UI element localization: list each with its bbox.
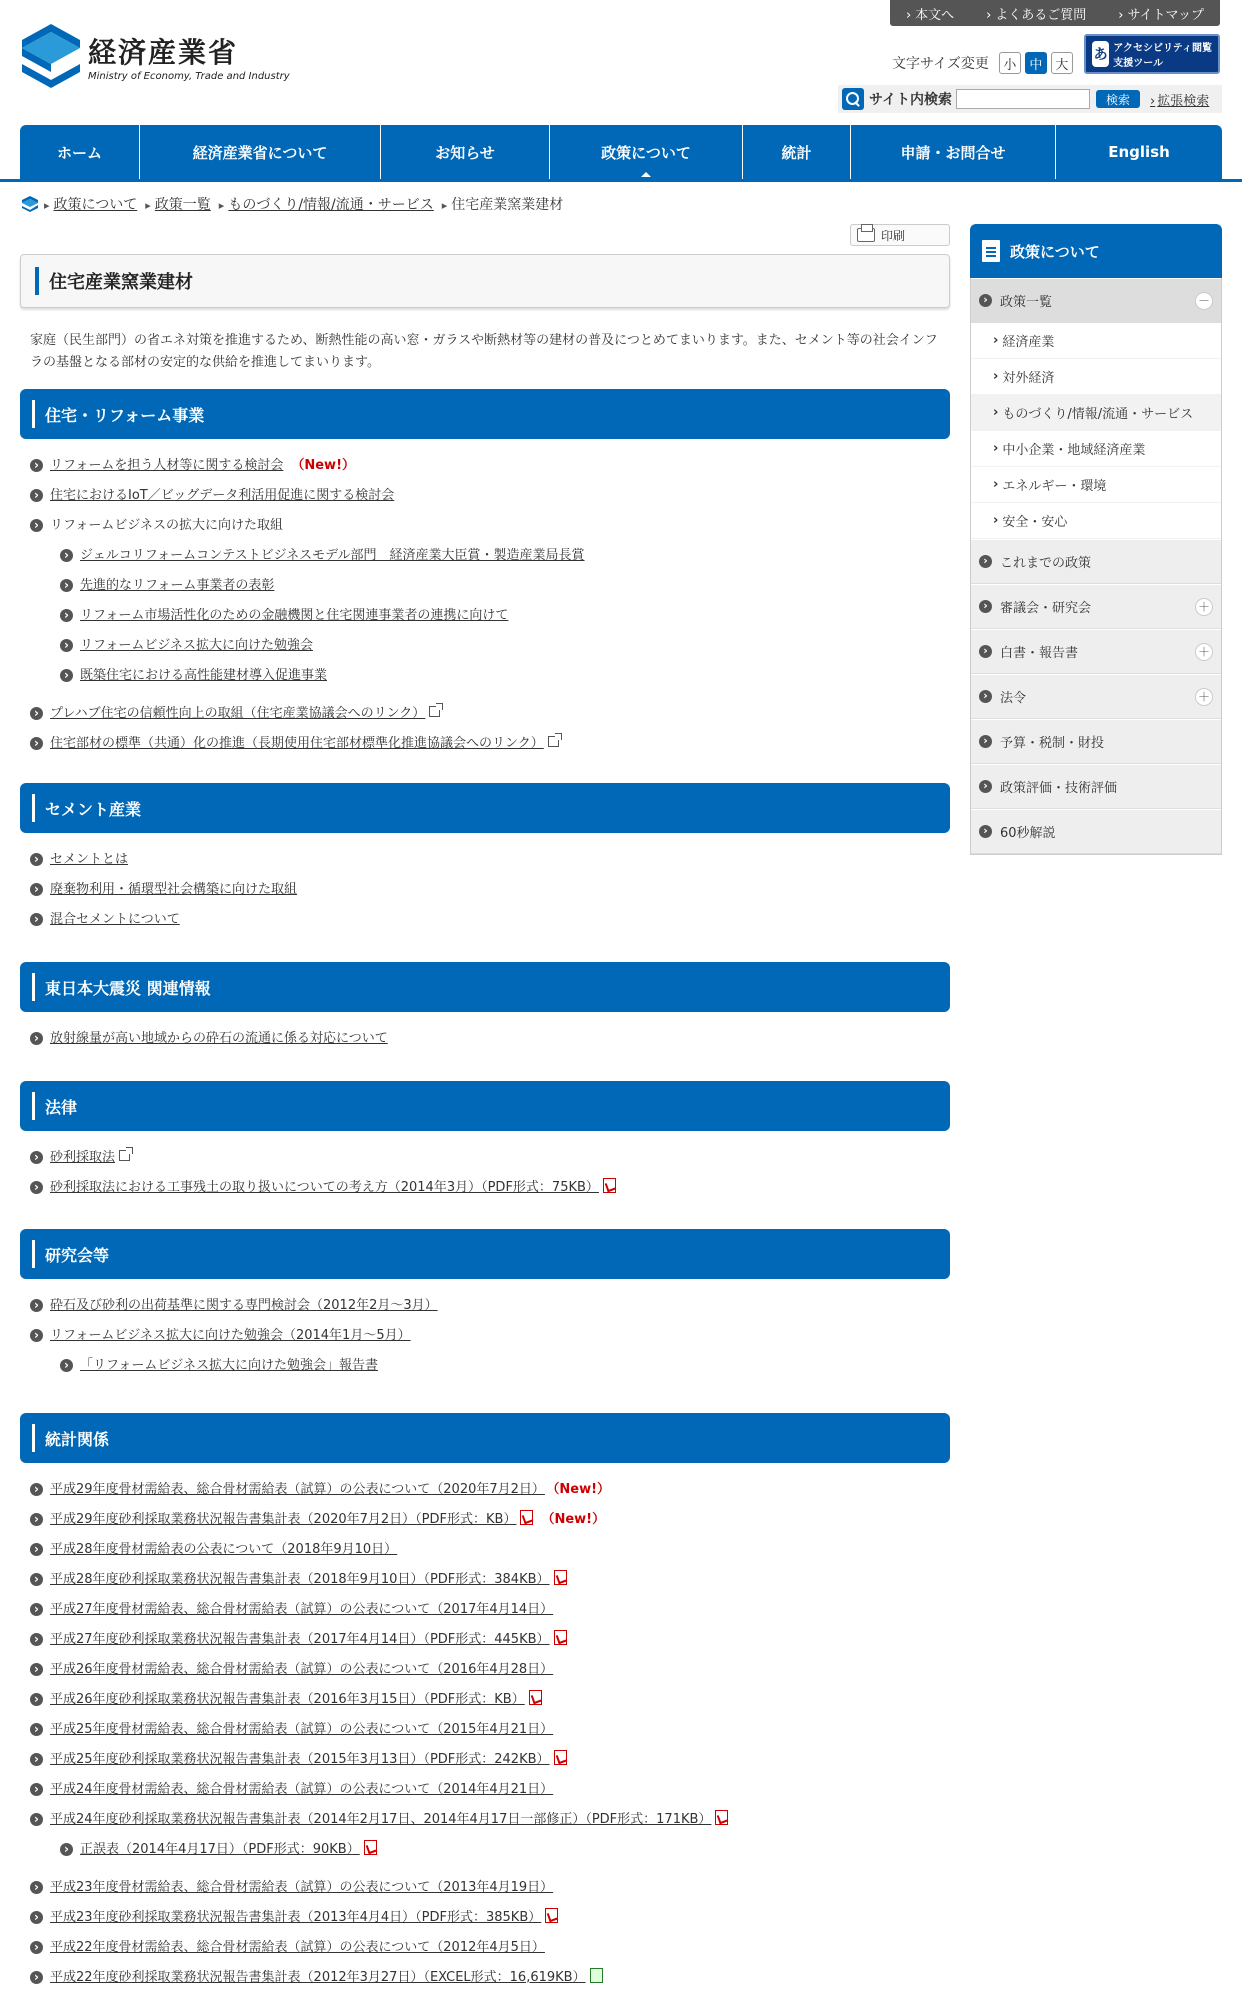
font-size-large-button[interactable]: 大: [1051, 52, 1073, 74]
nav-news[interactable]: お知らせ: [381, 125, 550, 179]
pdf-icon: [545, 1908, 558, 1923]
section-heading: 法律: [20, 1081, 950, 1131]
list-link[interactable]: 平成24年度骨材需給表、総合骨材需給表（試算）の公表について（2014年4月21日）: [50, 1782, 554, 1797]
list-link[interactable]: 住宅部材の標準（共通）化の推進（長期使用住宅部材標準化推進協議会へのリンク）: [50, 736, 544, 751]
list-item: [20, 729, 950, 759]
new-badge: （New!）: [541, 1512, 606, 1527]
print-button[interactable]: [850, 224, 950, 246]
list-item: [20, 1024, 950, 1054]
breadcrumb-current: ▸ 住宅産業窯業建材: [442, 194, 564, 214]
list-link[interactable]: 平成27年度砂利採取業務状況報告書集計表（2017年4月14日）（PDF形式：445KB）: [50, 1632, 550, 1647]
list-link[interactable]: リフォームビジネス拡大に向けた勉強会: [80, 638, 313, 653]
page-title-box: [20, 254, 950, 308]
list-link[interactable]: 「リフォームビジネス拡大に向けた勉強会」報告書: [80, 1358, 378, 1373]
search-input[interactable]: [956, 89, 1090, 109]
list-link[interactable]: リフォーム市場活性化のための金融機関と住宅関連事業者の連携に向けて: [80, 608, 509, 623]
list-link[interactable]: 平成26年度砂利採取業務状況報告書集計表（2016年3月15日）（PDF形式：KB）: [50, 1692, 525, 1707]
utility-bar: [890, 0, 1220, 26]
section-statistics: [20, 1413, 950, 1993]
nav-home[interactable]: ホーム: [20, 125, 140, 179]
sidebar-item-past-policies[interactable]: [971, 539, 1221, 584]
printer-icon: [857, 228, 875, 242]
pdf-icon: [520, 1510, 533, 1525]
chevron-right-icon: ›: [979, 555, 992, 568]
list-item: [20, 1805, 950, 1835]
sidebar-item-evaluation[interactable]: [971, 764, 1221, 809]
home-icon[interactable]: [22, 196, 38, 212]
list-item: [20, 571, 950, 601]
list-item: [20, 451, 950, 481]
list-item: [20, 845, 950, 875]
section-heading: 東日本大震災 関連情報: [20, 962, 950, 1012]
list-item: [20, 1351, 950, 1381]
sidebar-title: 政策について: [1010, 242, 1100, 261]
meti-logo-icon: [22, 24, 80, 88]
list-link[interactable]: リフォームビジネス拡大に向けた勉強会（2014年1月～5月）: [50, 1328, 411, 1343]
sidebar-item-label: これまでの政策: [1000, 556, 1092, 571]
list-link[interactable]: 砂利採取法: [50, 1150, 116, 1165]
chevron-right-icon: ›: [979, 294, 992, 307]
new-badge: （New!）: [552, 1482, 611, 1497]
list-item: [20, 1173, 950, 1203]
list-label: リフォームビジネスの拡大に向けた取組: [50, 518, 283, 533]
section-housing-reform: [20, 389, 950, 759]
list-item: [20, 661, 950, 691]
sidebar-item-label: 政策一覧: [1000, 295, 1053, 310]
list-item: [20, 1873, 950, 1903]
chevron-right-icon: ›: [979, 825, 992, 838]
list-item: [20, 875, 950, 905]
list-item: [20, 1933, 950, 1963]
list-item: [20, 1475, 950, 1505]
pdf-icon: [554, 1750, 567, 1765]
list-link[interactable]: 平成26年度骨材需給表、総合骨材需給表（試算）の公表について（2016年4月28日）: [50, 1662, 554, 1677]
list-link[interactable]: 砕石及び砂利の出荷基準に関する専門検討会（2012年2月～3月）: [50, 1298, 438, 1313]
list-link[interactable]: 平成25年度砂利採取業務状況報告書集計表（2015年3月13日）（PDF形式：242KB）: [50, 1752, 550, 1767]
external-link-icon: [429, 706, 440, 717]
list-link[interactable]: 平成28年度砂利採取業務状況報告書集計表（2018年9月10日）（PDF形式：384KB）: [50, 1572, 550, 1587]
search-icon: [842, 88, 864, 110]
list-link[interactable]: 平成22年度砂利採取業務状況報告書集計表（2012年3月27日）（EXCEL形式：16,619KB）: [50, 1970, 586, 1985]
list-item: [20, 1535, 950, 1565]
expand-icon[interactable]: ＋: [1195, 688, 1213, 706]
advanced-search-link[interactable]: › 拡張検索: [1150, 90, 1209, 109]
skip-to-content-link[interactable]: › 本文へ: [906, 4, 954, 23]
nav-about[interactable]: 経済産業省について: [140, 125, 381, 179]
sidebar-subitem-safety[interactable]: › 安全・安心: [971, 503, 1221, 539]
section-heading: 住宅・リフォーム事業: [20, 389, 950, 439]
list-item: [20, 601, 950, 631]
pdf-icon: [715, 1810, 728, 1825]
list-item: [20, 481, 950, 511]
nav-policy[interactable]: 政策について: [550, 125, 743, 179]
nav-english[interactable]: English: [1108, 143, 1170, 161]
section-cement: [20, 783, 950, 935]
list-item: [20, 1835, 950, 1865]
list-item: [20, 1775, 950, 1805]
list-link[interactable]: 放射線量が高い地域からの砕石の流通に係る対応について: [50, 1031, 388, 1046]
section-earthquake: [20, 962, 950, 1054]
search-button[interactable]: 検索: [1096, 90, 1140, 108]
excel-icon: [590, 1968, 603, 1983]
breadcrumb-policy[interactable]: 政策について: [53, 197, 138, 213]
section-heading: セメント産業: [20, 783, 950, 833]
list-item: [20, 631, 950, 661]
list-item: [20, 1625, 950, 1655]
faq-link[interactable]: › よくあるご質問: [986, 4, 1086, 23]
expand-icon[interactable]: ＋: [1195, 643, 1213, 661]
logo-subtitle: Ministry of Economy, Trade and Industry: [88, 70, 290, 82]
document-icon: [982, 240, 1000, 262]
new-badge: （New!）: [291, 458, 355, 473]
list-link[interactable]: 砂利採取法における工事残土の取り扱いについての考え方（2014年3月）（PDF形式：75KB）: [50, 1180, 599, 1195]
list-item: [20, 1321, 950, 1351]
list-link[interactable]: 既築住宅における高性能建材導入促進事業: [80, 668, 328, 683]
chevron-right-icon: ›: [979, 735, 992, 748]
list-item: [20, 1505, 950, 1535]
sidebar-item-policy-list[interactable]: [971, 278, 1221, 323]
list-item: [20, 1291, 950, 1321]
list-item: [20, 1565, 950, 1595]
list-link[interactable]: 平成22年度骨材需給表、総合骨材需給表（試算）の公表について（2012年4月5日）: [50, 1940, 545, 1955]
list-link[interactable]: 平成24年度砂利採取業務状況報告書集計表（2014年2月17日、2014年4月17日一部修正）（PDF形式：171KB）: [50, 1812, 712, 1827]
sidebar-item-councils[interactable]: [971, 584, 1221, 629]
breadcrumb: [22, 194, 571, 214]
list-link[interactable]: ジェルコリフォームコンテストビジネスモデル部門 経済産業大臣賞・製造産業局長賞: [80, 548, 585, 563]
chevron-right-icon: ›: [979, 645, 992, 658]
sidebar: [970, 224, 1222, 855]
nav-divider: [0, 179, 1242, 182]
sidebar-subitem-energy[interactable]: › エネルギー・環境: [971, 467, 1221, 503]
list-link[interactable]: セメントとは: [50, 852, 129, 867]
print-label: 印刷: [881, 228, 906, 243]
pdf-icon: [364, 1840, 377, 1855]
list-link[interactable]: リフォームを担う人材等に関する検討会: [50, 458, 284, 473]
list-link[interactable]: 平成29年度骨材需給表、総合骨材需給表（試算）の公表について（2020年7月2日）: [50, 1482, 545, 1497]
list-item: [20, 541, 950, 571]
list-link[interactable]: 正誤表（2014年4月17日）（PDF形式：90KB）: [80, 1842, 360, 1857]
external-link-icon: [119, 1150, 130, 1161]
chevron-right-icon: ›: [979, 690, 992, 703]
font-size-small-button[interactable]: 小: [999, 52, 1021, 74]
chevron-right-icon: ›: [979, 600, 992, 613]
sidebar-heading: [970, 224, 1222, 278]
sidebar-subitem-manufacturing[interactable]: › ものづくり/情報/流通・サービス: [971, 395, 1221, 431]
list-link[interactable]: 平成29年度砂利採取業務状況報告書集計表（2020年7月2日）（PDF形式：KB）: [50, 1512, 517, 1527]
list-link[interactable]: 住宅におけるIoT／ビッグデータ利活用促進に関する検討会: [50, 488, 395, 503]
breadcrumb-policy-list[interactable]: 政策一覧: [154, 197, 211, 213]
sidebar-item-white-papers[interactable]: [971, 629, 1221, 674]
list-item: [20, 1963, 950, 1993]
nav-applications[interactable]: 申請・お問合せ: [851, 125, 1056, 179]
pdf-icon: [554, 1630, 567, 1645]
sidebar-subitem-sme[interactable]: › 中小企業・地域経済産業: [971, 431, 1221, 467]
list-item: [20, 699, 950, 729]
accessibility-tool-button[interactable]: [1084, 34, 1220, 74]
sidebar-subitem-economy[interactable]: › 経済産業: [971, 323, 1221, 359]
section-heading: 統計関係: [20, 1413, 950, 1463]
section-study-groups: [20, 1229, 950, 1381]
list-item: [20, 1143, 950, 1173]
sidebar-item-label: 白書・報告書: [1000, 646, 1079, 661]
sidebar-item-label: 予算・税制・財投: [1000, 736, 1105, 751]
list-link[interactable]: 先進的なリフォーム事業者の表彰: [80, 578, 275, 593]
list-link[interactable]: 廃棄物利用・循環型社会構築に向けた取組: [50, 882, 298, 897]
collapse-icon[interactable]: －: [1195, 292, 1213, 310]
list-item: [20, 1903, 950, 1933]
breadcrumb-manufacturing[interactable]: ものづくり/情報/流通・サービス: [228, 197, 434, 213]
list-item: [20, 511, 950, 541]
external-link-icon: [548, 736, 559, 747]
list-link[interactable]: 平成23年度骨材需給表、総合骨材需給表（試算）の公表について（2013年4月19日）: [50, 1880, 554, 1895]
logo-title: 経済産業省: [88, 35, 239, 69]
sidebar-item-laws[interactable]: [971, 674, 1221, 719]
font-size-medium-button[interactable]: 中: [1025, 52, 1047, 74]
section-heading: 研究会等: [20, 1229, 950, 1279]
list-link[interactable]: 平成23年度砂利採取業務状況報告書集計表（2013年4月4日）（PDF形式：385KB）: [50, 1910, 542, 1925]
list-item: [20, 1745, 950, 1775]
site-search: [838, 85, 1222, 113]
list-link[interactable]: 平成28年度骨材需給表の公表について（2018年9月10日）: [50, 1542, 398, 1557]
sidebar-item-label: 審議会・研究会: [1000, 601, 1092, 616]
list-item: [20, 1715, 950, 1745]
nav-statistics[interactable]: 統計: [743, 125, 851, 179]
font-size-label: 文字サイズ変更: [892, 56, 989, 72]
section-law: [20, 1081, 950, 1203]
list-link[interactable]: 混合セメントについて: [50, 912, 180, 927]
sidebar-subitem-external[interactable]: › 対外経済: [971, 359, 1221, 395]
pdf-icon: [529, 1690, 542, 1705]
sidebar-item-budget[interactable]: [971, 719, 1221, 764]
sidebar-item-label: 60秒解説: [1000, 826, 1056, 841]
list-link[interactable]: プレハブ住宅の信頼性向上の取組（住宅産業協議会へのリンク）: [50, 706, 426, 721]
accessibility-label: アクセシビリティ閲覧支援ツール: [1113, 43, 1212, 69]
font-size-switcher: [892, 52, 1073, 74]
expand-icon[interactable]: ＋: [1195, 598, 1213, 616]
site-logo[interactable]: [22, 24, 290, 88]
page-title: 住宅産業窯業建材: [49, 272, 193, 293]
pdf-icon: [603, 1178, 616, 1193]
lead-text: 家庭（民生部門）の省エネ対策を推進するため、断熱性能の高い窓・ガラスや断熱材等の建材の普及につとめてまいります。また、セメント等の社会インフラの基盤となる部材の安定的な供給を推進してまいります。: [30, 333, 938, 370]
search-label: サイト内検索: [869, 92, 953, 108]
sidebar-item-60sec[interactable]: [971, 809, 1221, 854]
sitemap-link[interactable]: › サイトマップ: [1118, 4, 1204, 23]
chevron-right-icon: ›: [979, 780, 992, 793]
global-nav: [20, 125, 1222, 179]
sidebar-item-label: 法令: [1000, 691, 1027, 706]
sidebar-item-label: 政策評価・技術評価: [1000, 781, 1118, 796]
list-item: [20, 1685, 950, 1715]
list-item: [20, 1595, 950, 1625]
pdf-icon: [554, 1570, 567, 1585]
accessibility-icon: あ: [1092, 41, 1109, 67]
list-link[interactable]: 平成25年度骨材需給表、総合骨材需給表（試算）の公表について（2015年4月21日）: [50, 1722, 554, 1737]
list-item: [20, 905, 950, 935]
list-item: [20, 1655, 950, 1685]
list-link[interactable]: 平成27年度骨材需給表、総合骨材需給表（試算）の公表について（2017年4月14日）: [50, 1602, 554, 1617]
